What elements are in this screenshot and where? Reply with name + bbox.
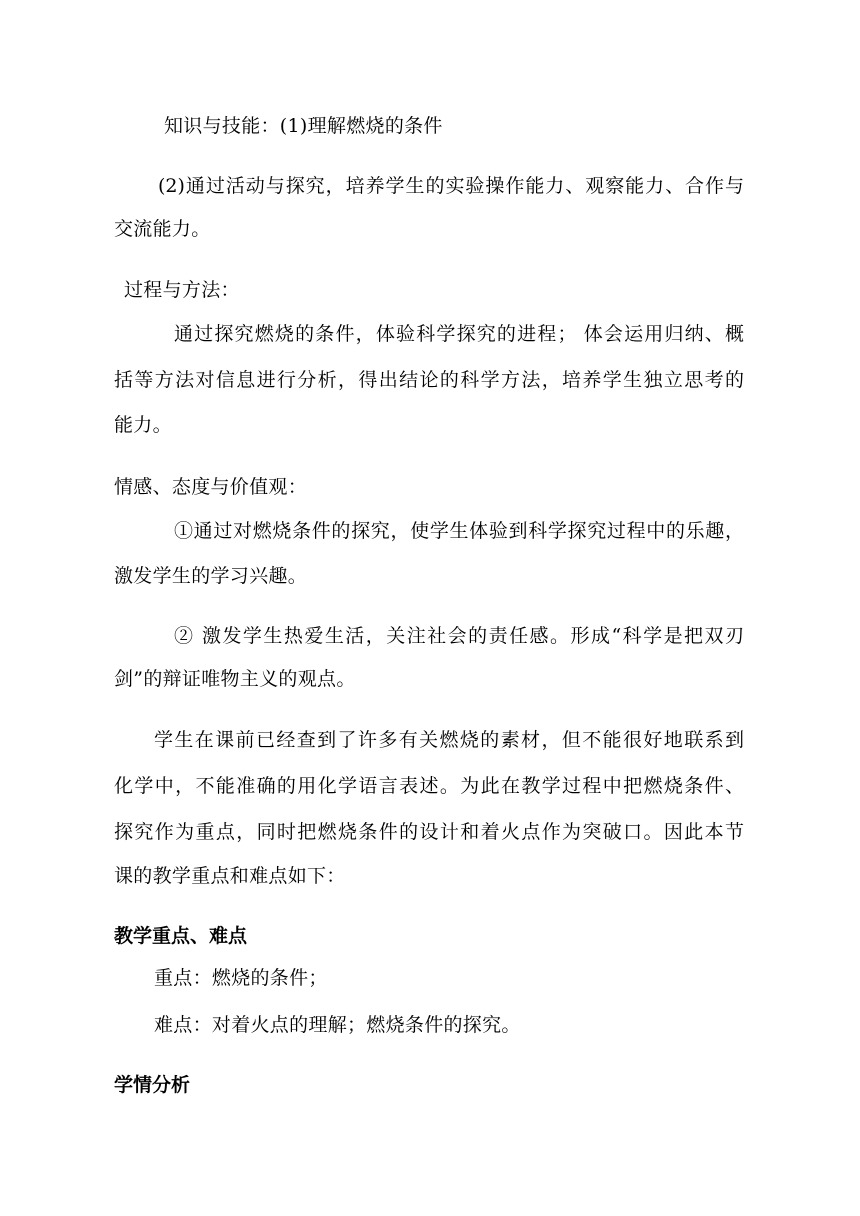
process-paragraph-line3: 能力。	[114, 414, 172, 436]
key-points-heading: 教学重点、难点	[114, 925, 248, 947]
knowledge-item-2-line1: (2)通过活动与探究，培养学生的实验操作能力、观察能力、合作与	[158, 175, 744, 197]
emotion-heading: 情感、态度与价值观：	[114, 476, 308, 498]
analysis-paragraph-line3: 探究作为重点，同时把燃烧条件的设计和着火点作为突破口。因此本节	[114, 821, 744, 843]
analysis-paragraph-line4: 课的教学重点和难点如下：	[114, 865, 346, 887]
analysis-paragraph-line1: 学生在课前已经查到了许多有关燃烧的素材，但不能很好地联系到	[154, 729, 744, 751]
process-paragraph-line2: 括等方法对信息进行分析，得出结论的科学方法，培养学生独立思考的	[114, 369, 744, 391]
process-heading: 过程与方法：	[124, 279, 240, 301]
key-point-focus: 重点：燃烧的条件；	[154, 967, 328, 989]
emotion-item-1-line1: ①通过对燃烧条件的探究，使学生体验到科学探究过程中的乐趣，	[174, 520, 744, 542]
knowledge-item-2-line2: 交流能力。	[114, 218, 211, 240]
key-point-difficulty: 难点：对着火点的理解；燃烧条件的探究。	[154, 1014, 521, 1036]
process-paragraph-line1: 通过探究燃烧的条件，体验科学探究的进程； 体会运用归纳、概	[174, 323, 744, 345]
emotion-item-2-line1: ② 激发学生热爱生活，关注社会的责任感。形成“科学是把双刃	[174, 625, 744, 647]
knowledge-skills-line: 知识与技能：(1)理解燃烧的条件	[164, 115, 443, 137]
emotion-item-2-line2: 剑”的辩证唯物主义的观点。	[114, 668, 356, 690]
student-analysis-heading: 学情分析	[114, 1074, 191, 1096]
analysis-paragraph-line2: 化学中，不能准确的用化学语言表述。为此在教学过程中把燃烧条件、	[114, 775, 744, 797]
emotion-item-1-line2: 激发学生的学习兴趣。	[114, 565, 308, 587]
